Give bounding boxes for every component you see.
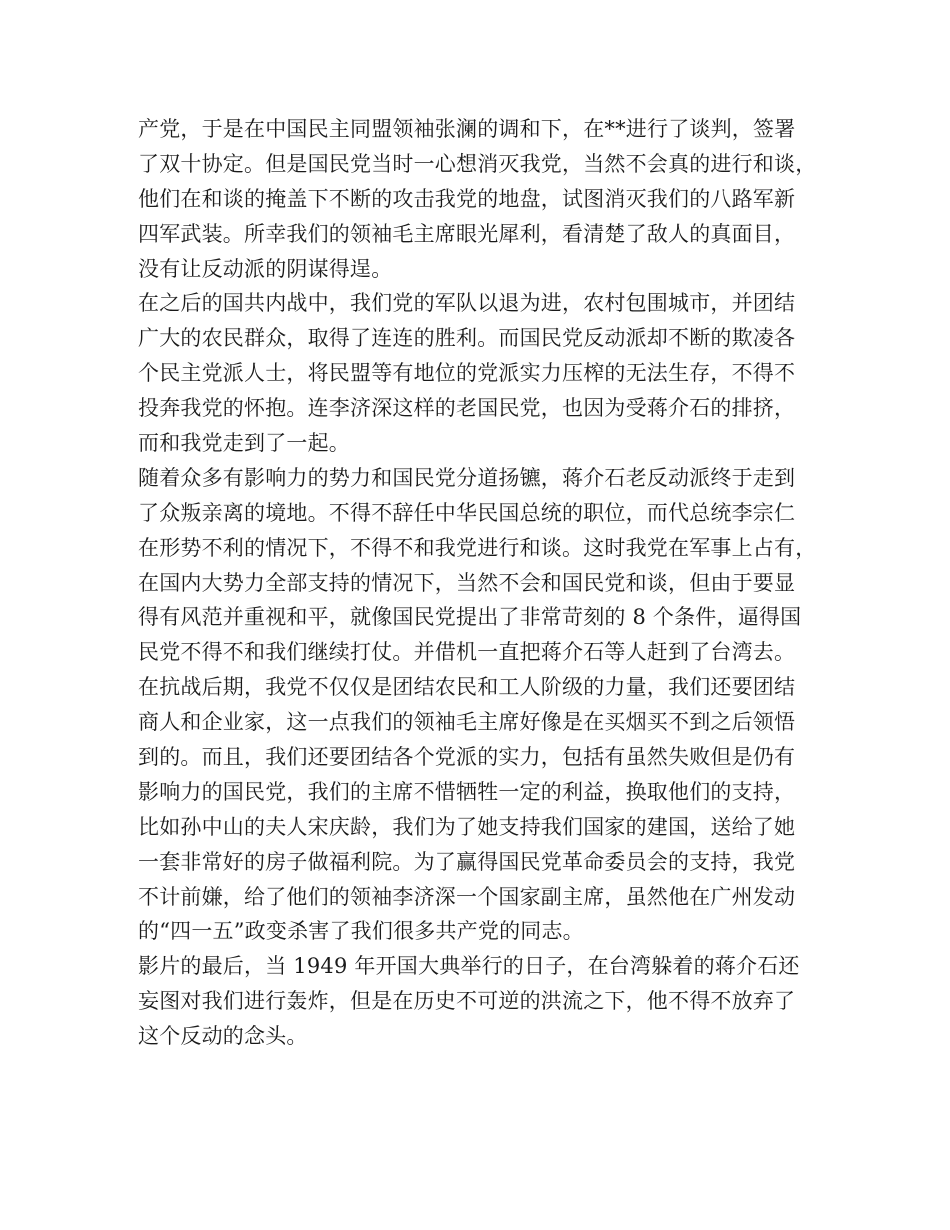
text-line: 而和我党走到了一起。 [138,431,350,456]
text-line: 广大的农民群众，取得了连连的胜利。而国民党反动派却不断的欺凌各 [138,326,796,351]
paragraph-5 [138,949,828,1054]
text-line: 在抗战后期，我党不仅仅是团结农民和工人阶级的力量，我们还要团结 [138,675,796,700]
text-line: 个民主党派人士，将民盟等有地位的党派实力压榨的无法生存，不得不 [138,361,796,386]
text-line: 在之后的国共内战中，我们党的军队以退为进，农村包围城市，并团结 [138,291,796,316]
text-line: 这个反动的念头。 [138,1024,308,1049]
text-line: 在国内大势力全部支持的情况下，当然不会和国民党和谈，但由于要显 [138,570,796,595]
text-line: 四军武装。所幸我们的领袖毛主席眼光犀利，看清楚了敌人的真面目， [138,221,796,246]
text-line: 的“四一五”政变杀害了我们很多共产党的同志。 [138,919,584,944]
text-line: 妄图对我们进行轰炸，但是在历史不可逆的洪流之下，他不得不放弃了 [138,989,796,1014]
text-line: 得有风范并重视和平，就像国民党提出了非常苛刻的 8 个条件，逼得国 [138,605,802,630]
text-line: 了双十协定。但是国民党当时一心想消灭我党，当然不会真的进行和谈， [138,151,817,176]
text-line: 在形势不利的情况下，不得不和我党进行和谈。这时我党在军事上占有， [138,535,817,560]
paragraph-2 [138,286,828,460]
paragraph-4 [138,670,828,949]
text-line: 了众叛亲离的境地。不得不辞任中华民国总统的职位，而代总统李宗仁 [138,500,796,525]
text-line: 一套非常好的房子做福利院。为了赢得国民党革命委员会的支持，我党 [138,849,796,874]
text-line: 他们在和谈的掩盖下不断的攻击我党的地盘，试图消灭我们的八路军新 [138,186,796,211]
text-line: 影片的最后，当 1949 年开国大典举行的日子，在台湾躲着的蒋介石还 [138,954,800,979]
text-line: 随着众多有影响力的势力和国民党分道扬镳，蒋介石老反动派终于走到 [138,465,796,490]
paragraph-1 [138,112,828,286]
document-body [138,112,828,1054]
text-line: 不计前嫌，给了他们的领袖李济深一个国家副主席，虽然他在广州发动 [138,884,796,909]
text-line: 影响力的国民党，我们的主席不惜牺牲一定的利益，换取他们的支持， [138,779,796,804]
paragraph-3 [138,461,828,670]
text-line: 没有让反动派的阴谋得逞。 [138,256,393,281]
text-line: 比如孙中山的夫人宋庆龄，我们为了她支持我们国家的建国，送给了她 [138,814,796,839]
text-line: 到的。而且，我们还要团结各个党派的实力，包括有虽然失败但是仍有 [138,745,796,770]
text-line: 产党，于是在中国民主同盟领袖张澜的调和下，在**进行了谈判，签署 [138,117,796,141]
text-line: 商人和企业家，这一点我们的领袖毛主席好像是在买烟买不到之后领悟 [138,710,796,735]
text-line: 投奔我党的怀抱。连李济深这样的老国民党，也因为受蒋介石的排挤， [138,396,796,421]
text-line: 民党不得不和我们继续打仗。并借机一直把蒋介石等人赶到了台湾去。 [138,640,796,665]
